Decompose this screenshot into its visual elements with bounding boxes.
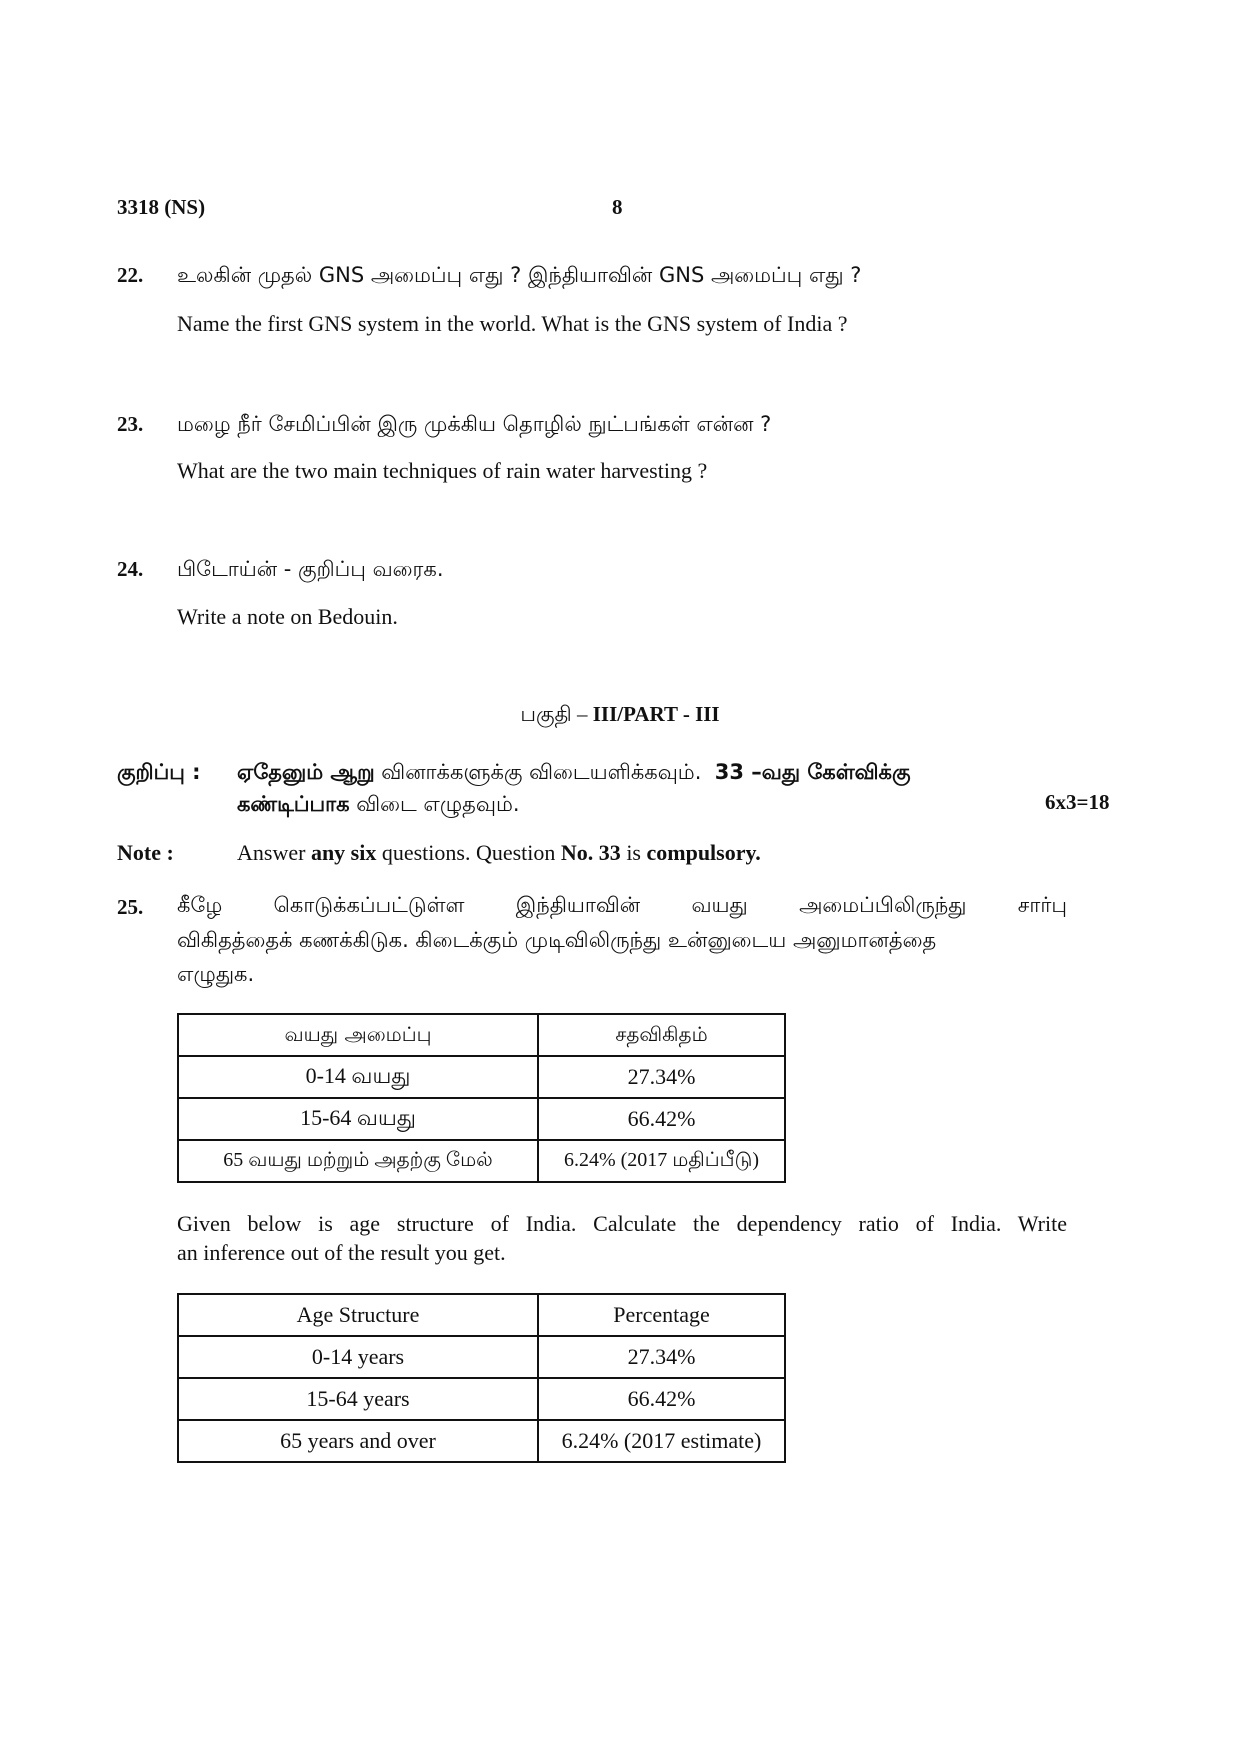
question-24-tamil: பிடோய்ன் - குறிப்பு வரைக. xyxy=(177,557,444,581)
english-row1-age: 0-14 years xyxy=(178,1336,538,1378)
table-row xyxy=(178,1014,785,1056)
question-25-tamil-line3: எழுதுக. xyxy=(177,962,255,986)
part-heading-sep: – xyxy=(571,702,593,726)
paper-code: 3318 (NS) xyxy=(117,195,206,219)
question-24-number: 24. xyxy=(117,557,144,581)
english-row1-percent: 27.34% xyxy=(538,1336,785,1378)
tamil-note-text1: வினாக்களுக்கு விடையளிக்கவும். xyxy=(374,760,715,784)
question-23-number: 23. xyxy=(117,412,144,436)
tamil-note-bold1: ஏதேனும் ஆறு xyxy=(237,760,375,784)
tamil-age-table xyxy=(177,1013,786,1183)
note-b2: No. 33 xyxy=(560,840,621,865)
tamil-table-header-percent: சதவிகிதம் xyxy=(538,1014,785,1056)
part-heading-tamil: பகுதி xyxy=(520,702,572,726)
table-row xyxy=(178,1420,785,1462)
english-table-header-percent: Percentage xyxy=(538,1294,785,1336)
question-25-tamil-line2: விகிதத்தைக் கணக்கிடுக. கிடைக்கும் முடிவிலிருந்து உன்னுடைய அனுமானத்தை xyxy=(177,928,937,952)
marks-allotment: 6x3=18 xyxy=(1045,790,1110,814)
note-label: Note : xyxy=(117,840,174,865)
tamil-row1-age: 0-14 வயது xyxy=(305,1062,411,1088)
english-row3-age: 65 years and over xyxy=(178,1420,538,1462)
question-23-english: What are the two main techniques of rain water harvesting ? xyxy=(177,458,708,483)
table-row xyxy=(178,1378,785,1420)
question-23-tamil: மழை நீர் சேமிப்பின் இரு முக்கிய தொழில் நுட்பங்கள் என்ன ? xyxy=(177,412,772,436)
tamil-row3-age: 65 வயது மற்றும் அதற்கு மேல் xyxy=(178,1140,538,1182)
english-table-header-age: Age Structure xyxy=(178,1294,538,1336)
note-text xyxy=(237,840,761,866)
question-22-tamil: உலகின் முதல் GNS அமைப்பு எது ? இந்தியாவின் GNS அமைப்பு எது ? xyxy=(177,263,862,287)
table-row xyxy=(178,1294,785,1336)
tamil-row2-age: 15-64 வயது xyxy=(300,1104,416,1130)
tamil-note-text2: விடை எழுதவும். xyxy=(349,792,520,816)
question-22-number: 22. xyxy=(117,263,144,287)
tamil-row1-percent: 27.34% xyxy=(538,1056,785,1098)
part-heading xyxy=(0,702,1240,729)
tamil-note-bold2: 33 –வது கேள்விக்கு xyxy=(714,760,911,784)
page-number: 8 xyxy=(612,195,623,219)
table-cell xyxy=(178,1098,538,1140)
table-row xyxy=(178,1140,785,1182)
table-row xyxy=(178,1098,785,1140)
english-row2-age: 15-64 years xyxy=(178,1378,538,1420)
question-25-number: 25. xyxy=(117,895,144,919)
tamil-note-line1 xyxy=(237,760,911,787)
note-b3: compulsory. xyxy=(646,840,761,865)
english-row3-percent: 6.24% (2017 estimate) xyxy=(538,1420,785,1462)
english-age-table xyxy=(177,1293,786,1463)
table-row xyxy=(178,1336,785,1378)
table-row xyxy=(178,1056,785,1098)
note-t2: questions. Question xyxy=(376,840,561,865)
note-b1: any six xyxy=(310,840,377,865)
english-row2-percent: 66.42% xyxy=(538,1378,785,1420)
note-t3: is xyxy=(620,840,647,865)
note-t1: Answer xyxy=(237,840,311,865)
part-heading-label: III/PART - III xyxy=(592,702,720,726)
question-25-tamil-line1: கீழே கொடுக்கப்பட்டுள்ள இந்தியாவின் வயது அமைப்பிலிருந்து சார்பு xyxy=(177,893,1067,917)
question-22-english: Name the first GNS system in the world. What is the GNS system of India ? xyxy=(177,311,848,336)
tamil-note-line2 xyxy=(237,792,520,819)
question-25-english-line1: Given below is age structure of India. Calculate the dependency ratio of India. Write xyxy=(177,1211,1067,1236)
question-24-english: Write a note on Bedouin. xyxy=(177,604,398,629)
table-cell xyxy=(178,1056,538,1098)
tamil-row3-percent: 6.24% (2017 மதிப்பீடு) xyxy=(538,1140,785,1182)
tamil-note-label: குறிப்பு : xyxy=(117,760,201,784)
tamil-row2-percent: 66.42% xyxy=(538,1098,785,1140)
question-25-english-line2: an inference out of the result you get. xyxy=(177,1240,506,1265)
tamil-note-bold3: கண்டிப்பாக xyxy=(237,792,350,816)
tamil-table-header-age: வயது அமைப்பு xyxy=(178,1014,538,1056)
